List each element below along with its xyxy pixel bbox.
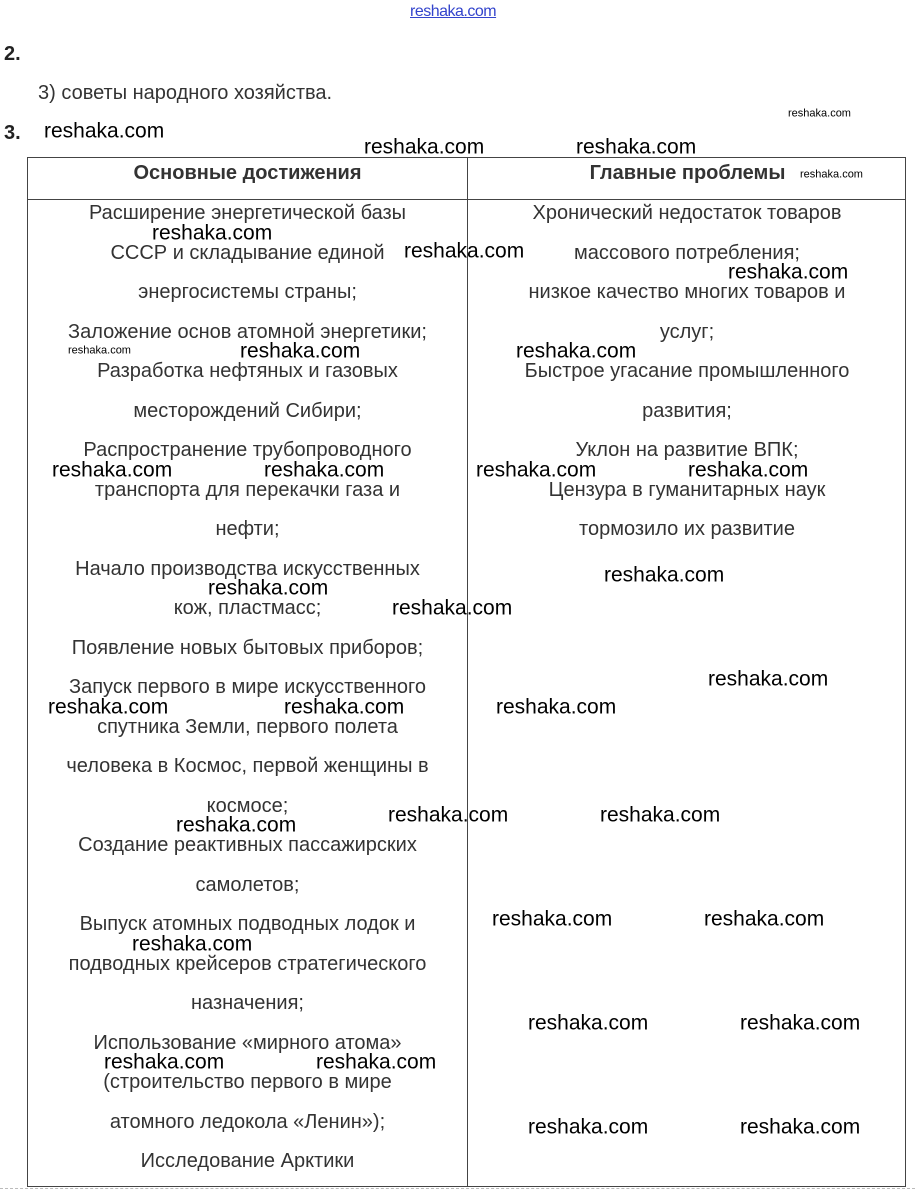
table-cell-line: Выпуск атомных подводных лодок и [79,913,416,935]
table-cell-line: Исследование Арктики [140,1150,355,1172]
table-cell-line: назначения; [191,992,304,1014]
table-cell-line: услуг; [659,320,715,343]
watermark: reshaka.com [264,458,385,482]
table-cell-line: самолетов; [195,873,300,896]
table-cell-line: Заложение основ атомной энергетики; [68,320,427,343]
watermark: reshaka.com [528,1115,649,1139]
watermark: reshaka.com [68,344,131,357]
table-cell-line: нефти; [215,518,280,540]
table-cell-line: СССР и складывание единой [110,241,385,264]
table-cell-line: Запуск первого в мире искусственного [69,676,426,698]
watermark: reshaka.com [364,135,485,159]
task-3-number: 3. [4,122,21,144]
watermark: reshaka.com [496,695,617,719]
table-cell-line: массового потребления; [574,241,800,264]
watermark: reshaka.com [688,458,809,482]
header-problems: Главные проблемы [589,162,786,184]
watermark-link[interactable]: reshaka.com [410,3,497,20]
table-cell-line: Хронический недостаток товаров [532,202,842,224]
watermark: reshaka.com [44,119,165,143]
table-cell-line: транспорта для перекачки газа и [94,478,401,501]
watermark: reshaka.com [284,695,405,719]
table-cell-line: низкое качество многих товаров и [528,281,846,303]
watermark: reshaka.com [392,596,513,620]
table-cell-line: месторождений Сибири; [133,399,362,422]
watermark: reshaka.com [52,458,173,482]
watermark: reshaka.com [704,907,825,931]
watermark: reshaka.com [492,907,613,931]
watermark: reshaka.com [176,813,297,837]
watermark: reshaka.com [708,667,829,691]
table-cell-line: тормозило их развитие [579,518,795,540]
watermark: reshaka.com [600,803,721,827]
table-cell-line: подводных крейсеров стратегического [68,952,427,975]
table-cell-line: Расширение энергетической базы [88,202,407,224]
watermark: reshaka.com [528,1011,649,1035]
table-cell-line: развития; [642,399,732,422]
table-cell-line: Использование «мирного атома» [93,1031,402,1054]
watermark: reshaka.com [604,563,725,587]
watermark: reshaka.com [132,932,253,956]
table-cell-line: кож, пластмасс; [173,597,322,619]
table-cell-line: атомного ледокола «Ленин»); [109,1110,386,1133]
table-cell-line: космосе; [206,794,289,817]
watermark: reshaka.com [728,260,849,284]
table-cell-line: Начало производства искусственных [75,557,420,580]
table-cell-line: Разработка нефтяных и газовых [97,360,398,382]
table-cell-line: Создание реактивных пассажирских [78,834,417,856]
watermark: reshaka.com [740,1115,861,1139]
watermark: reshaka.com [788,107,851,120]
watermark: reshaka.com [388,803,509,827]
watermark: reshaka.com [404,239,525,263]
table-cell-line: Появление новых бытовых приборов; [71,636,424,659]
watermark: reshaka.com [516,339,637,363]
table-cell-line: Распространение трубопроводного [83,439,412,461]
table-cell-line: Быстрое угасание промышленного [524,360,850,382]
table-cell-line: энергосистемы страны; [138,281,357,303]
watermark: reshaka.com [48,695,169,719]
table-cell-line: Цензура в гуманитарных наук [548,478,826,501]
watermark: reshaka.com [208,576,329,600]
watermark: reshaka.com [800,168,863,181]
task-2-number: 2. [4,43,21,65]
header-achievements: Основные достижения [133,162,362,184]
page-bottom-edge [0,1188,915,1192]
table-cell-line: спутника Земли, первого полета [97,715,398,738]
watermark: reshaka.com [316,1050,437,1074]
watermark: reshaka.com [576,135,697,159]
watermark: reshaka.com [152,221,273,245]
watermark: reshaka.com [104,1050,225,1074]
task-2-answer: 3) советы народного хозяйства. [38,82,333,104]
table-cell-line: Уклон на развитие ВПК; [575,439,799,461]
table-cell-line: человека в Космос, первой женщины в [66,755,429,777]
watermark: reshaka.com [476,458,597,482]
problems-column [468,194,906,550]
table-cell-line: (строительство первого в мире [103,1071,392,1093]
watermark: reshaka.com [240,339,361,363]
watermark: reshaka.com [740,1011,861,1035]
